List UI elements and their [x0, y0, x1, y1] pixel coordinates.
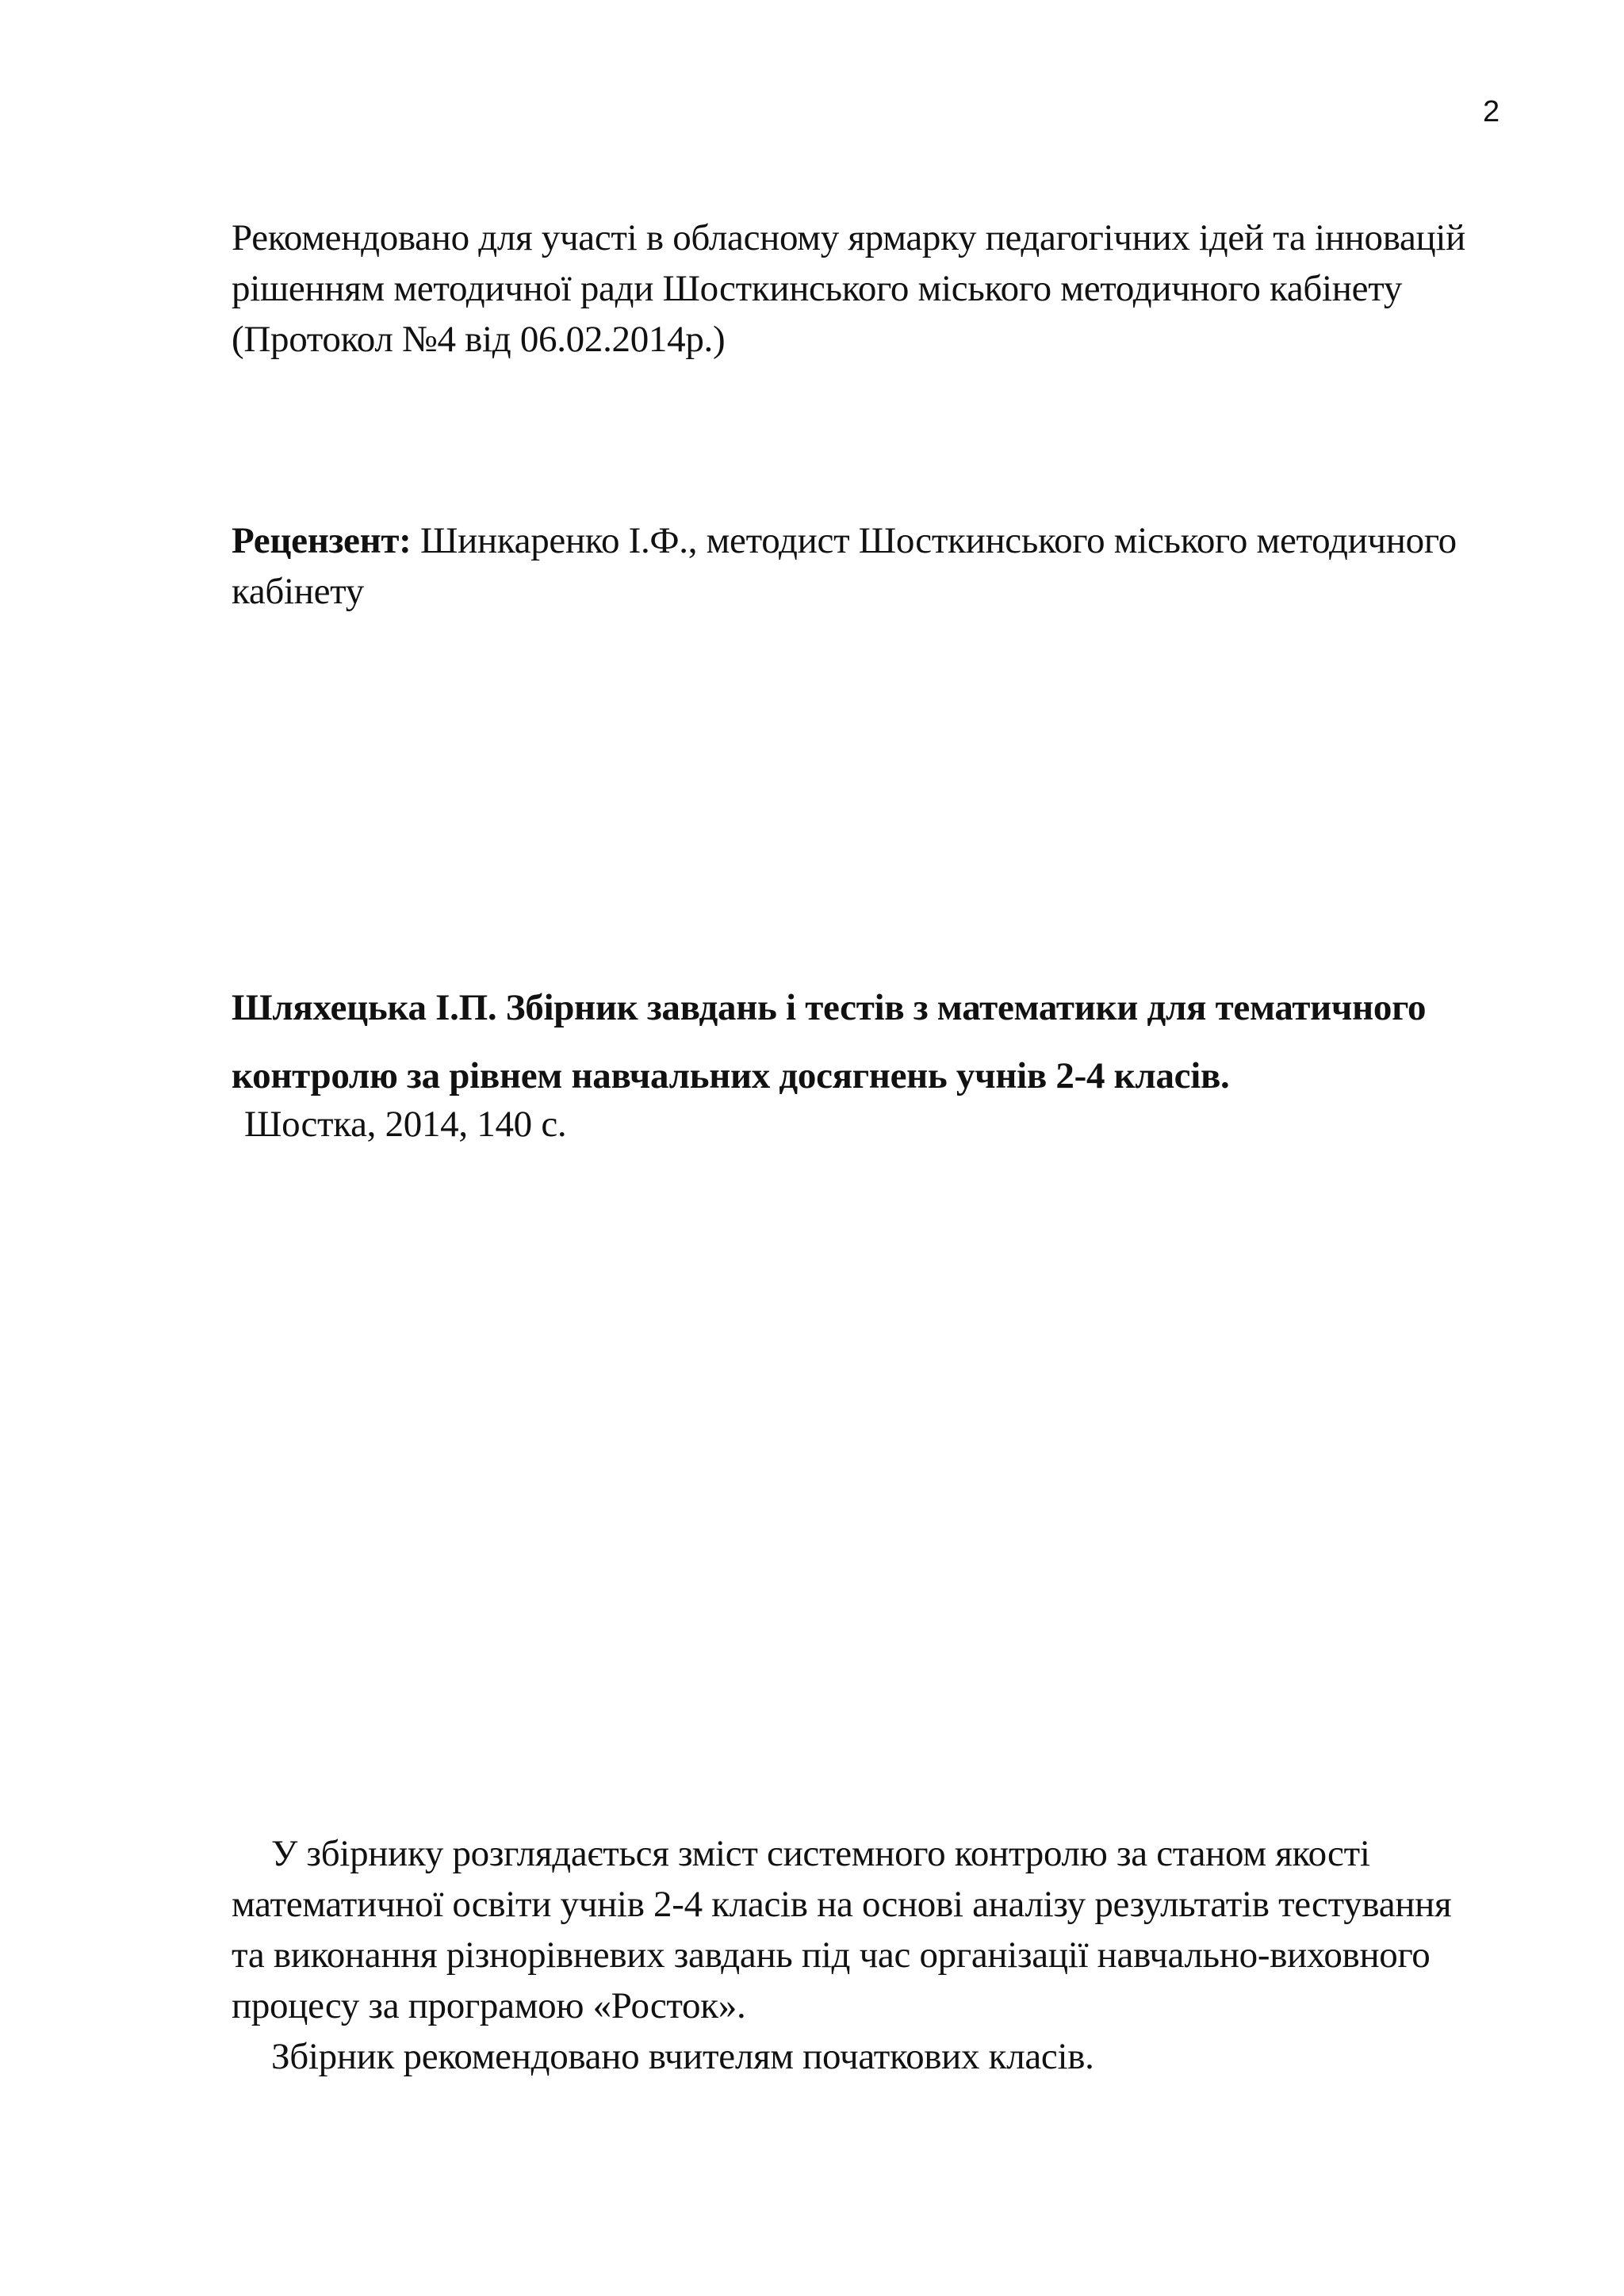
reviewer-label: Рецензент: [232, 520, 412, 561]
annotation-line: та виконання різнорівневих завдань під час організації навчально-виховного [232, 1934, 1431, 1976]
recommendation-line: Рекомендовано для участі в обласному ярмарку педагогічних ідей та інновацій [232, 217, 1466, 258]
reviewer-line [232, 515, 1548, 566]
annotation-line: математичної освіти учнів 2-4 класів на основі аналізу результатів тестування [232, 1884, 1452, 1925]
reviewer-line-continued: кабінету [232, 571, 364, 612]
book-title-line: Шляхецька І.П. Збірник завдань і тестів з математики для тематичного [232, 987, 1427, 1028]
book-title-line: контролю за рівнем навчальних досягнень учнів 2-4 класів. [232, 1055, 1230, 1096]
recommendation-protocol: (Протокол №4 від 06.02.2014р.) [232, 319, 726, 360]
book-imprint: Шостка, 2014, 140 с. [244, 1104, 567, 1145]
book-title-section [232, 974, 1548, 1150]
reviewer-section [232, 515, 1548, 617]
annotation-line: процесу за програмою «Росток». [232, 1985, 746, 2026]
recommendation-section [232, 212, 1548, 365]
annotation-recommendation: Збірник рекомендовано вчителям початкових класів. [271, 2036, 1094, 2077]
reviewer-text: Шинкаренко І.Ф., методист Шосткинського міського методичного [411, 520, 1457, 561]
recommendation-line: рішенням методичної ради Шосткинського міського методичного кабінету [232, 268, 1403, 309]
annotation-section [232, 1828, 1548, 2082]
annotation-line: У збірнику розглядається зміст системного контролю за станом якості [271, 1833, 1370, 1874]
page-number: 2 [1483, 95, 1500, 128]
